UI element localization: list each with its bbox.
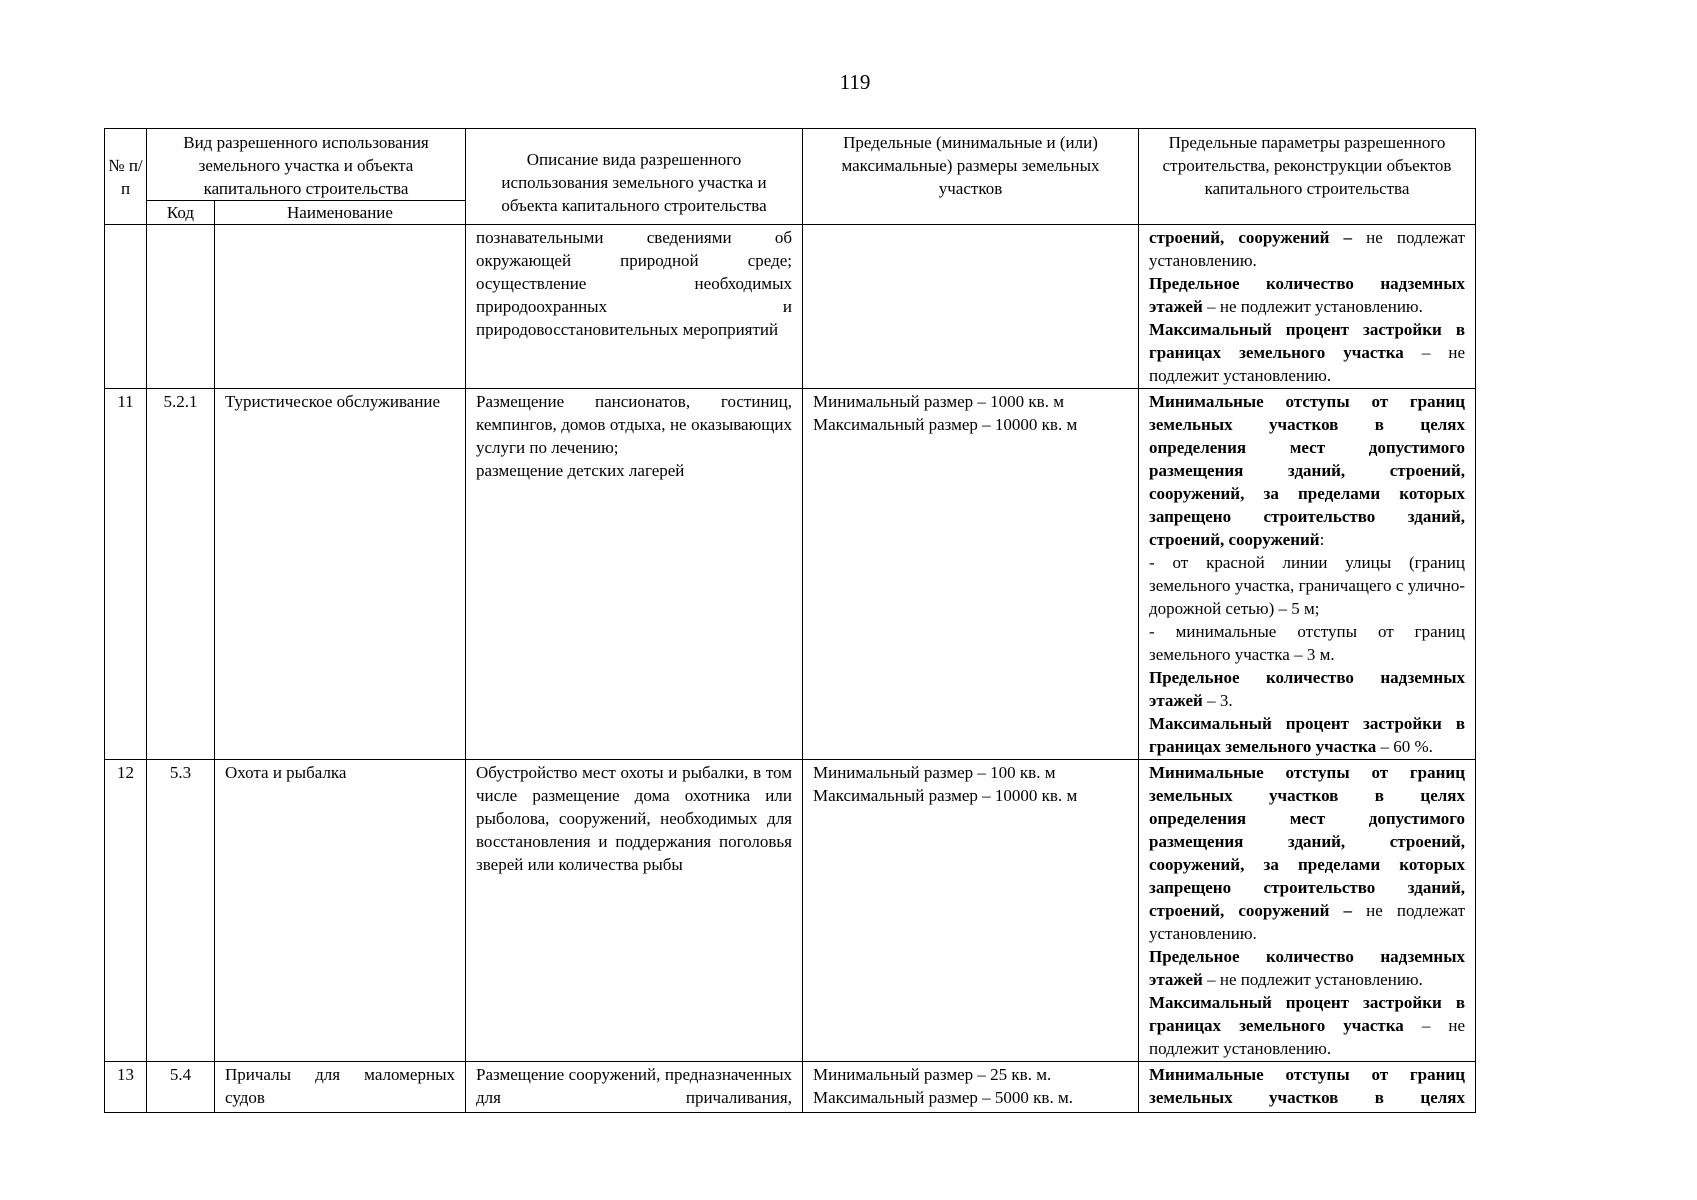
- header-sizes: Предельные (минимальные и (или) максимальные) размеры земельных участков: [803, 129, 1139, 225]
- cell-description: познавательными сведениями об окружающей природной среде; осуществление необходимых природоохранных и природовосстановительных мероприятий: [466, 225, 803, 389]
- table-row-continued: [105, 225, 1476, 389]
- cell-description: [466, 389, 803, 760]
- cell-params: [1139, 1062, 1476, 1113]
- cell-name: [215, 225, 466, 389]
- param-text: :: [1319, 530, 1325, 549]
- param-bold: Максимальный процент застройки в границах земельного участка: [1149, 993, 1465, 1035]
- cell-sizes: [803, 225, 1139, 389]
- param-text: - от красной линии улицы (границ земельного участка, граничащего с улично-дорожной сетью) – 5 м;: [1149, 553, 1465, 618]
- size-max: Максимальный размер – 5000 кв. м.: [813, 1088, 1073, 1107]
- cell-name: Туристическое обслуживание: [215, 389, 466, 760]
- param-bold: Минимальные отступы от границ земельных участков в целях определения мест допустимого размещения зданий, строений, сооружений, за пределами которых запрещено строительство зданий, строений, сооружений –: [1149, 763, 1465, 920]
- cell-num: [105, 225, 147, 389]
- param-bold: строений, сооружений –: [1149, 228, 1353, 247]
- size-max: Максимальный размер – 10000 кв. м: [813, 415, 1078, 434]
- cell-code: [147, 225, 215, 389]
- header-num: № п/п: [105, 129, 147, 225]
- param-text: не подлежат установлению.: [1149, 228, 1465, 270]
- cell-sizes: [803, 760, 1139, 1062]
- param-text: - минимальные отступы от границ земельного участка – 3 м.: [1149, 622, 1465, 664]
- regulations-table: [104, 128, 1476, 1113]
- param-text: – не подлежит установлению.: [1202, 970, 1423, 989]
- cell-num: 12: [105, 760, 147, 1062]
- size-max: Максимальный размер – 10000 кв. м: [813, 786, 1078, 805]
- param-bold: Максимальный процент застройки в границах земельного участка: [1149, 714, 1465, 756]
- size-min: Минимальный размер – 25 кв. м.: [813, 1065, 1052, 1084]
- header-use-type: Вид разрешенного использования земельного участка и объекта капитального строительства: [147, 129, 466, 201]
- param-bold: Предельное количество надземных этажей: [1149, 668, 1465, 710]
- cell-sizes: [803, 389, 1139, 760]
- header-name: Наименование: [215, 201, 466, 225]
- param-text: – не подлежит установлению.: [1149, 343, 1465, 385]
- cell-code: 5.4: [147, 1062, 215, 1113]
- header-params: Предельные параметры разрешенного строительства, реконструкции объектов капитального строительства: [1139, 129, 1476, 225]
- cell-description: Размещение сооружений, предназначенных для причаливания,: [466, 1062, 803, 1113]
- cell-code: 5.2.1: [147, 389, 215, 760]
- cell-description: Обустройство мест охоты и рыбалки, в том числе размещение дома охотника или рыболова, сооружений, необходимых для восстановления и поддержания поголовья зверей или количества рыбы: [466, 760, 803, 1062]
- cell-num: 13: [105, 1062, 147, 1113]
- cell-name: Охота и рыбалка: [215, 760, 466, 1062]
- cell-params: [1139, 225, 1476, 389]
- cell-params: [1139, 760, 1476, 1062]
- size-min: Минимальный размер – 1000 кв. м: [813, 392, 1064, 411]
- cell-code: 5.3: [147, 760, 215, 1062]
- param-text: – 3.: [1202, 691, 1233, 710]
- page-number: 119: [839, 70, 871, 94]
- param-text: – не подлежит установлению.: [1149, 1016, 1465, 1058]
- param-text: не подлежат установлению.: [1149, 901, 1465, 943]
- param-bold: Максимальный процент застройки в границах земельного участка: [1149, 320, 1465, 362]
- size-min: Минимальный размер – 100 кв. м: [813, 763, 1056, 782]
- param-text: – 60 %.: [1376, 737, 1433, 756]
- cell-params: [1139, 389, 1476, 760]
- table-row: [105, 1062, 1476, 1113]
- cell-name: Причалы для маломерных судов: [215, 1062, 466, 1113]
- param-bold: Минимальные отступы от границ земельных участков в целях: [1149, 1065, 1465, 1107]
- desc-text: Размещение пансионатов, гостиниц, кемпингов, домов отдыха, не оказывающих услуги по лечению;: [476, 392, 792, 457]
- table-row: [105, 760, 1476, 1062]
- param-bold: Предельное количество надземных этажей: [1149, 274, 1465, 316]
- header-code: Код: [147, 201, 215, 225]
- param-bold: Предельное количество надземных этажей: [1149, 947, 1465, 989]
- param-bold: Минимальные отступы от границ земельных участков в целях определения мест допустимого размещения зданий, строений, сооружений, за пределами которых запрещено строительство зданий, строений, сооружений: [1149, 392, 1465, 549]
- cell-sizes: [803, 1062, 1139, 1113]
- param-text: – не подлежит установлению.: [1202, 297, 1423, 316]
- cell-num: 11: [105, 389, 147, 760]
- desc-text: размещение детских лагерей: [476, 461, 685, 480]
- table-row: [105, 389, 1476, 760]
- header-description: Описание вида разрешенного использования земельного участка и объекта капитального строительства: [466, 129, 803, 225]
